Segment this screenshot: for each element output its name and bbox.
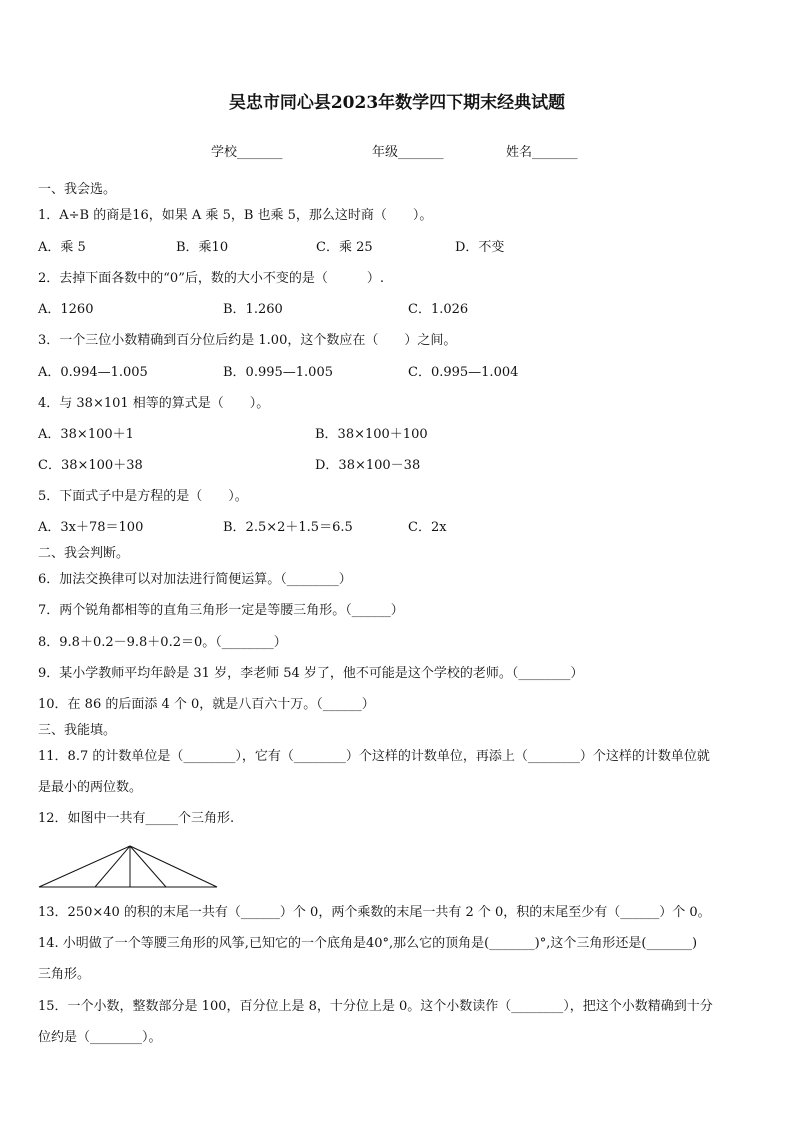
- q1-option-b: B．乘10: [176, 240, 229, 255]
- section-heading: 一、我会选。: [38, 182, 117, 197]
- question-7: 7．两个锐角都相等的直角三角形一定是等腰三角形。（______）: [38, 603, 404, 618]
- q1-option-d: D．不变: [455, 240, 505, 255]
- question-11-cont: 是最小的两位数。: [38, 780, 143, 795]
- q1-option-a: A．乘 5: [38, 240, 86, 255]
- question-14: 14. 小明做了一个等腰三角形的风筝,已知它的一个底角是40°,那么它的顶角是(_______)°,这个三角形还是(_______): [38, 936, 698, 951]
- section-heading: 二、我会判断。: [38, 546, 130, 561]
- triangle-figure: [38, 844, 220, 890]
- question-15: 15．一个小数，整数部分是 100，百分位上是 8，十分位上是 0。这个小数读作（________），把这个小数精确到十分: [38, 999, 713, 1014]
- question-10: 10．在 86 的后面添 4 个 0，就是八百六十万。（______）: [38, 697, 375, 712]
- question-14-cont: 三角形。: [38, 967, 91, 982]
- q4-option-b: B．38×100＋100: [315, 427, 428, 442]
- q4-option-a: A．38×100＋1: [38, 427, 134, 442]
- question-9: 9．某小学教师平均年龄是 31 岁，李老师 54 岁了，他不可能是这个学校的老师。（________）: [38, 666, 584, 681]
- page-title: 吴忠市同心县2023年数学四下期末经典试题: [228, 93, 566, 113]
- q5-option-a: A．3x＋78＝100: [38, 520, 144, 535]
- q5-option-b: B．2.5×2＋1.5＝6.5: [223, 520, 353, 535]
- question-15-cont: 位约是（________）。: [38, 1030, 162, 1045]
- q4-option-d: D．38×100－38: [315, 458, 421, 473]
- q3-option-c: C．0.995—1.004: [408, 365, 519, 380]
- question-1: 1．A÷B 的商是16，如果 A 乘 5，B 也乘 5，那么这时商（ ）。: [38, 208, 433, 223]
- q2-option-c: C．1.026: [408, 302, 469, 317]
- question-4: 4．与 38×101 相等的算式是（ ）。: [38, 396, 270, 411]
- q1-option-c: C．乘 25: [316, 240, 373, 255]
- q3-option-a: A．0.994—1.005: [38, 365, 148, 380]
- question-11: 11．8.7 的计数单位是（________），它有（________）个这样的计数单位，再添上（________）个这样的计数单位就: [38, 749, 710, 764]
- question-3: 3．一个三位小数精确到百分位后约是 1.00，这个数应在（ ）之间。: [38, 333, 457, 348]
- question-5: 5．下面式子中是方程的是（ ）。: [38, 489, 248, 504]
- question-2: 2．去掉下面各数中的“0”后，数的大小不变的是（ ）.: [38, 271, 384, 286]
- section-heading: 三、我能填。: [38, 723, 117, 738]
- question-6: 6．加法交换律可以对加法进行简便运算。（________）: [38, 572, 352, 587]
- grade-field: 年级_______: [372, 145, 444, 160]
- q2-option-b: B．1.260: [223, 302, 283, 317]
- q4-option-c: C．38×100＋38: [38, 458, 143, 473]
- question-8: 8．9.8＋0.2－9.8＋0.2＝0。（________）: [38, 635, 287, 650]
- name-field: 姓名_______: [506, 145, 578, 160]
- question-13: 13．250×40 的积的末尾一共有（______）个 0，两个乘数的末尾一共有 2 个 0，积的末尾至少有（______）个 0。: [38, 905, 711, 920]
- q2-option-a: A．1260: [38, 302, 94, 317]
- school-field: 学校_______: [211, 145, 283, 160]
- q5-option-c: C．2x: [408, 520, 447, 535]
- question-12: 12．如图中一共有_____个三角形.: [38, 811, 235, 826]
- q3-option-b: B．0.995—1.005: [223, 365, 333, 380]
